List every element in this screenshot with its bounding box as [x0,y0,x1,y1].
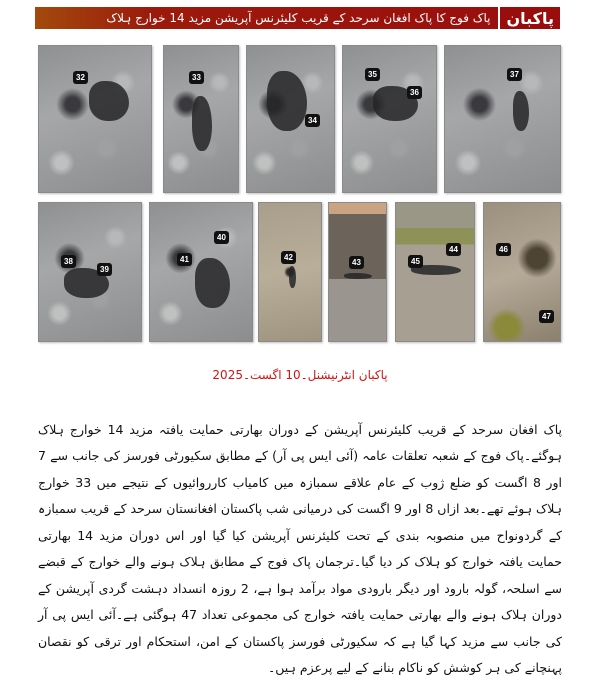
headline-text: پاک فوج کا پاک افغان سرحد کے قریب کلیئرنس آپریشن مزید 14 خوارج ہلاک [106,11,491,25]
debris-mark [192,96,212,151]
debris-mark [344,273,372,279]
debris-mark [89,81,129,121]
photo-label: 34 [305,114,320,127]
debris-mark [267,71,307,131]
photo-label: 36 [407,86,422,99]
photo-label: 40 [214,231,229,244]
photo-label: 45 [408,255,423,268]
photo-32 [38,45,152,193]
dateline-caption: پاکبان انٹرنیشنل۔10 اگست۔2025 [212,368,388,382]
brand-logo: پاکبان [498,7,560,29]
photo-34 [246,45,335,193]
photo-46-47 [483,202,561,342]
photo-42 [258,202,322,342]
debris-mark [195,258,230,308]
debris-mark [289,266,296,288]
photo-38-39 [38,202,142,342]
photo-label: 39 [97,263,112,276]
photo-40-41 [149,202,253,342]
photo-label: 35 [365,68,380,81]
photo-label: 42 [281,251,296,264]
photo-label: 47 [539,310,554,323]
photo-label: 32 [73,71,88,84]
photo-37 [444,45,561,193]
photo-44-45 [395,202,475,342]
photo-label: 41 [177,253,192,266]
photo-label: 33 [189,71,204,84]
article-body: پاک افغان سرحد کے قریب کلیئرنس آپریشن کے دوران بھارتی حمایت یافتہ مزید 14 خوارج ہلاک ہوگئے۔پاک فوج کے شعبہ تعلقات عامہ (آئی ایس پی آر) کے مطابق سکیورٹی فورسز کی جانب سے 7 اور 8 اگست کو ضلع ژوب کے عام علاقے سمبازہ میں کامیاب کارروائیوں کے نتیجے میں 33 خوارج ہلاک ہوئے تھے۔بعد ازاں 8 اور 9 اگست کی درمیانی شب پاکستان افغانستان سرحد کے قریب سمبازہ کے گردونواح میں منصوبہ بندی کے تحت کلیئرنس آپریشن کیا گیا اور اس دوران مزید 14 بھارتی حمایت یافتہ خوارج کو ہلاک کر دیا گیا۔ترجمان پاک فوج کے مطابق ہلاک ہونے والے خوارج کے قبضے سے اسلحہ، گولہ بارود اور دیگر بارودی مواد برآمد ہوا ہے، 2 روزہ انسداد دہشت گردی آپریشن کے دوران ہلاک ہونے والے بھارتی حمایت یافتہ خوارج کی مجموعی تعداد 47 ہوگئی ہے۔آئی ایس پی آر کی جانب سے مزید کہا گیا ہے کہ سکیورٹی فورسز پاکستان کے امن، استحکام اور ترقی کو نقصان پہنچانے کی ہر کوشش کو ناکام بنانے کے لیے پرعزم ہیں۔ [38,421,563,675]
photo-label: 44 [446,243,461,256]
photo-label: 38 [61,255,76,268]
photo-label: 46 [496,243,511,256]
photo-label: 43 [349,256,364,269]
debris-mark [513,91,529,131]
photo-43 [328,202,387,342]
photo-33 [163,45,239,193]
headline-banner [35,7,560,29]
photo-35-36 [342,45,437,193]
photo-label: 37 [507,68,522,81]
